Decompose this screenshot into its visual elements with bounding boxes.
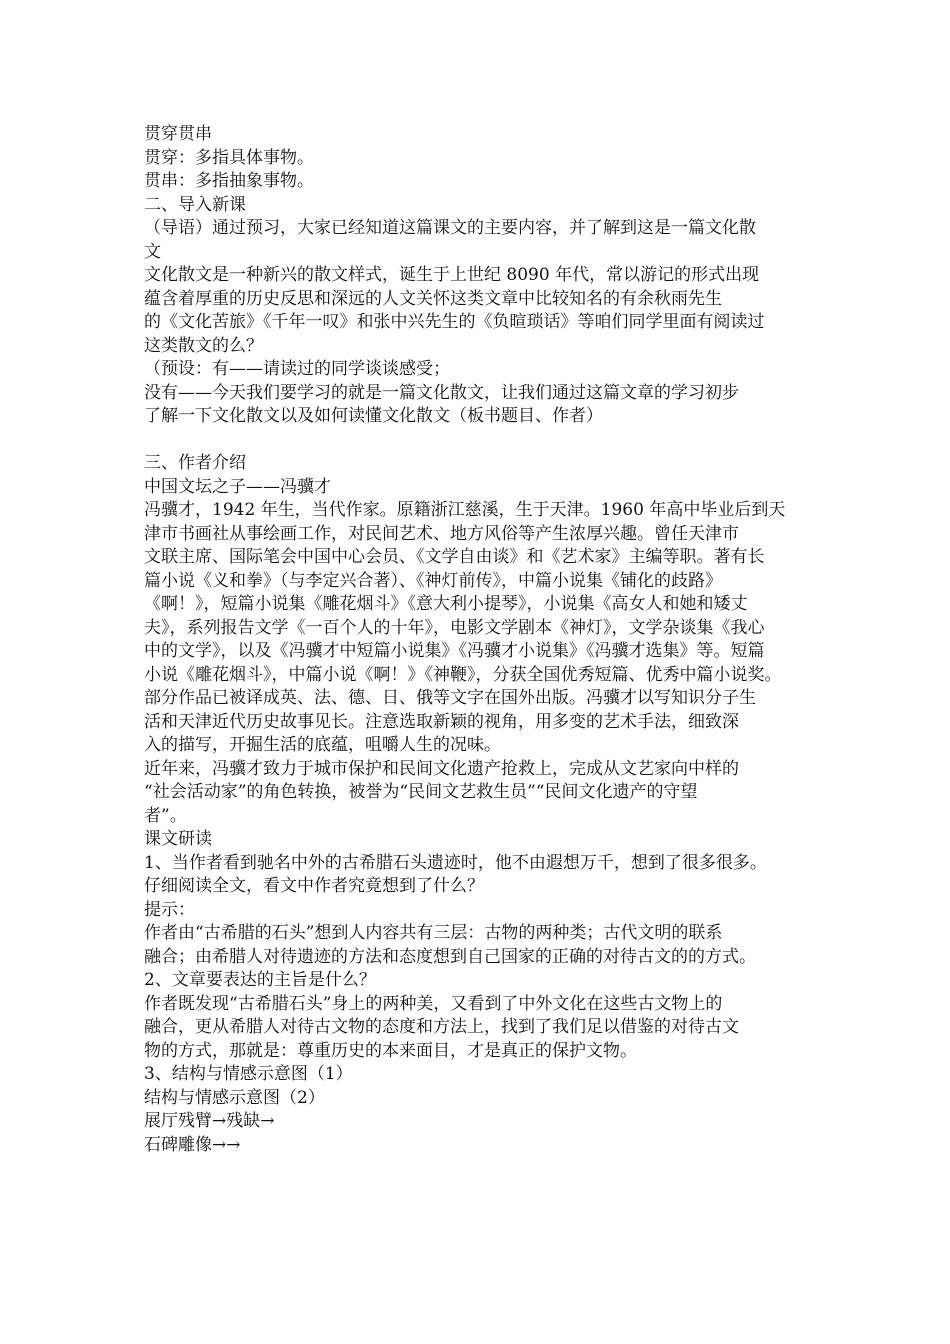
text-line: 文化散文是一种新兴的散文样式，诞生于上世纪 8090 年代，常以游记的形式出现: [144, 265, 760, 285]
text-line: 津市书画社从事绘画工作，对民间艺术、地方风俗等产生浓厚兴趣。曾任天津市: [144, 523, 739, 544]
text-line: 3、结构与情感示意图（1）: [144, 1064, 353, 1084]
text-line: 小说《雕花烟斗》，中篇小说《啊！》《神鞭》，分获全国优秀短篇、优秀中篇小说奖。: [144, 664, 782, 685]
text-line: 物的方式，那就是：尊重历史的本来面目，才是真正的保护文物。: [144, 1040, 637, 1061]
text-line: 《啊！》，短篇小说集《雕花烟斗》《意大利小提琴》，小说集《高女人和她和矮丈: [144, 594, 748, 614]
text-line: 部分作品已被译成英、法、德、日、俄等文字在国外出版。冯骥才以写知识分子生: [144, 688, 756, 708]
text-line: 石碑雕像→→: [144, 1134, 241, 1155]
text-line: 作者由“古希腊的石头”想到人内容共有三层：古物的两种类；古代文明的联系: [144, 923, 723, 943]
text-line: 者”。: [144, 805, 187, 826]
text-line: 夫》，系列报告文学《一百个人的十年》，电影文学剧本《神灯》，文学杂谈集《我心: [144, 617, 765, 638]
text-line: 文: [144, 241, 161, 262]
text-line: “社会活动家”的角色转换，被誉为“民间文艺救生员”“民间文化遗产的守望: [144, 782, 698, 802]
text-line: 贯串：多指抽象事物。: [144, 171, 314, 191]
text-line: 中的文学》，以及《冯骥才中短篇小说集》《冯骥才小说集》《冯骥才选集》等。短篇: [144, 641, 765, 661]
text-line: 融合；由希腊人对待遗迹的方法和态度想到自己国家的正确的对待古文的的方式。: [144, 946, 756, 967]
text-line: 展厅残臂→残缺→: [144, 1111, 275, 1131]
text-line: 这类散文的么？: [144, 335, 263, 356]
text-line: 中国文坛之子——冯骥才: [144, 476, 331, 497]
text-line: 文联主席、国际笔会中国中心会员、《文学自由谈》和《艺术家》主编等职。著有长: [144, 547, 765, 567]
text-line: 入的描写，开掘生活的底蕴，咀嚼人生的况味。: [144, 735, 501, 755]
text-line: （预设：有——请读过的同学谈谈感受；: [144, 359, 450, 379]
text-line: 二、导入新课: [144, 194, 246, 215]
text-line: 冯骥才，1942 年生，当代作家。原籍浙江慈溪，生于天津。1960 年高中毕业后到天: [144, 500, 786, 520]
text-line: 活和天津近代历史故事见长。注意选取新颖的视角，用多变的艺术手法，细致深: [144, 711, 739, 732]
text-line: （导语）通过预习，大家已经知道这篇课文的主要内容，并了解到这是一篇文化散: [144, 218, 756, 238]
text-line: 2、文章要表达的主旨是什么？: [144, 970, 376, 990]
text-line: 三、作者介绍: [144, 453, 246, 473]
text-line: 融合，更从希腊人对待古文物的态度和方法上，找到了我们足以借鉴的对待古文: [144, 1017, 739, 1037]
text-line: 贯穿：多指具体事物。: [144, 147, 314, 168]
text-line: 的《文化苦旅》《千年一叹》和张中兴先生的《负暄琐话》等咱们同学里面有阅读过: [144, 312, 765, 332]
text-line: 蕴含着厚重的历史反思和深远的人文关怀这类文章中比较知名的有余秋雨先生: [144, 288, 722, 309]
document-body: [144, 123, 812, 1157]
text-line: 篇小说《义和拳》（与李定兴合著）、《神灯前传》，中篇小说集《铺化的歧路》: [144, 570, 722, 591]
text-line: 1、当作者看到驰名中外的古希腊石头遗迹时，他不由遐想万千，想到了很多很多。: [144, 852, 767, 873]
text-line: 课文研读: [144, 829, 212, 849]
text-line: 结构与情感示意图（2）: [144, 1087, 325, 1108]
text-line: 仔细阅读全文，看文中作者究竟想到了什么？: [144, 876, 484, 896]
text-line: 了解一下文化散文以及如何读懂文化散文（板书题目、作者）: [144, 406, 603, 426]
text-line: [144, 429, 812, 453]
text-line: 近年来，冯骥才致力于城市保护和民间文化遗产抢救上，完成从文艺家向中样的: [144, 758, 739, 779]
text-line: 提示：: [144, 899, 195, 920]
text-line: 贯穿贯串: [144, 124, 212, 144]
text-line: 作者既发现“古希腊石头”身上的两种美，又看到了中外文化在这些古文物上的: [144, 993, 723, 1014]
text-line: 没有——今天我们要学习的就是一篇文化散文，让我们通过这篇文章的学习初步: [144, 382, 739, 403]
